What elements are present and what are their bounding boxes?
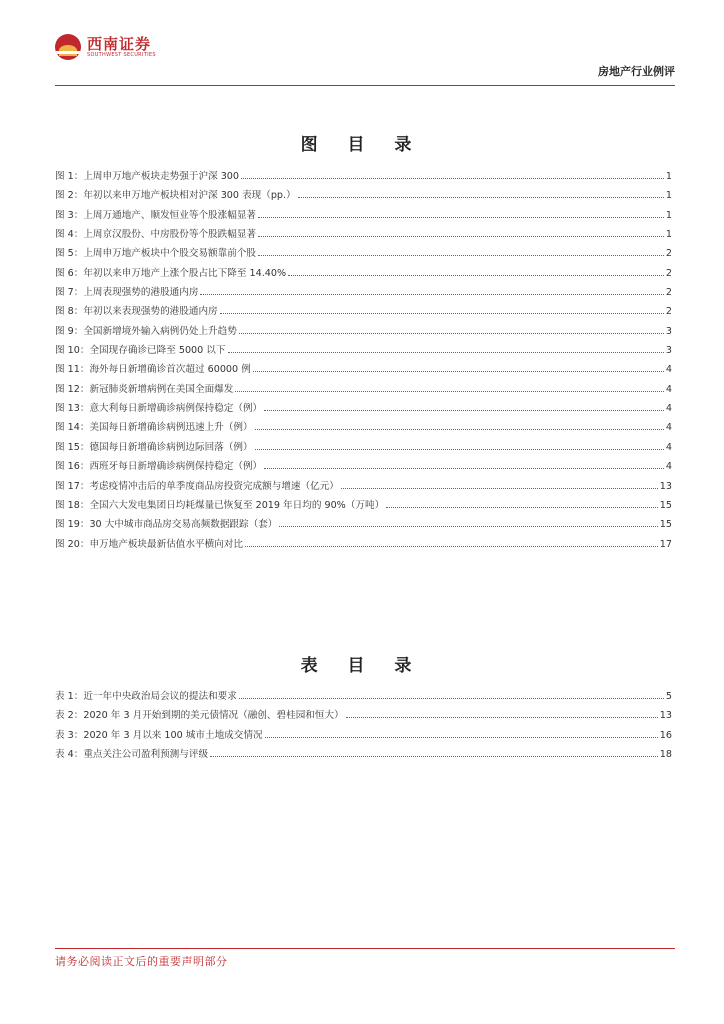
toc-leader-dots [258, 235, 664, 237]
toc-entry-page: 1 [665, 190, 672, 202]
toc-leader-dots [298, 196, 664, 198]
toc-entry[interactable] [55, 226, 672, 245]
toc-leader-dots [235, 390, 664, 392]
toc-entry-page: 4 [665, 441, 672, 453]
toc-leader-dots [239, 697, 664, 699]
toc-entry-label: 图 4：上周京汉股份、中房股份等个股跌幅显著 [55, 229, 257, 241]
toc-leader-dots [253, 370, 664, 372]
toc-entry-label: 图 9：全国新增境外输入病例仍处上升趋势 [55, 325, 237, 337]
toc-entry[interactable] [55, 478, 672, 497]
toc-leader-dots [210, 755, 658, 757]
toc-leader-dots [220, 312, 664, 314]
toc-entry[interactable] [55, 400, 672, 419]
toc-entry[interactable] [55, 323, 672, 342]
toc-entry-page: 18 [659, 749, 672, 761]
report-type: 房地产行业例评 [598, 65, 675, 78]
toc-entry-label: 图 14：美国每日新增确诊病例迅速上升（例） [55, 422, 253, 434]
toc-entry[interactable] [55, 497, 672, 516]
toc-entry[interactable] [55, 265, 672, 284]
toc-entry-label: 图 17：考虑疫情冲击后的单季度商品房投资完成额与增速（亿元） [55, 480, 339, 492]
toc-leader-dots [200, 293, 663, 295]
toc-entry-label: 图 2：年初以来申万地产板块相对沪深 300 表现（pp.） [55, 190, 296, 202]
toc-entry-page: 1 [665, 171, 672, 182]
toc-leader-dots [346, 716, 658, 718]
toc-entry-label: 图 19：30 大中城市商品房交易高频数据跟踪（套） [55, 519, 278, 531]
toc-entry-page: 13 [659, 480, 672, 492]
toc-entry-label: 图 6：年初以来申万地产上涨个股占比下降至 14.40% [55, 267, 287, 279]
toc-leader-dots [288, 274, 664, 276]
toc-entry[interactable] [55, 439, 672, 458]
toc-entry-label: 图 12：新冠肺炎新增病例在美国全面爆发 [55, 383, 234, 395]
toc-entry-label: 图 11：海外每日新增确诊首次超过 60000 例 [55, 364, 251, 376]
toc-entry-label: 表 1：近一年中央政治局会议的提法和要求 [55, 691, 237, 702]
footer-divider [55, 948, 675, 949]
toc-leader-dots [241, 177, 664, 179]
logo-name-cn: 西南证券 [87, 34, 152, 53]
toc-entry-label: 表 3：2020 年 3 月以来 100 城市土地成交情况 [55, 729, 263, 741]
toc-entry-label: 图 8：年初以来表现强势的港股通内房 [55, 306, 218, 318]
toc-entry-label: 图 3：上周万通地产、顺发恒业等个股涨幅显著 [55, 209, 257, 221]
table-toc-title: 表 目 录 [300, 656, 424, 676]
toc-entry-page: 17 [659, 538, 672, 550]
toc-entry-label: 图 10：全国现存确诊已降至 5000 以下 [55, 345, 226, 357]
toc-entry-label: 图 15：德国每日新增确诊病例边际回落（例） [55, 441, 253, 453]
toc-leader-dots [341, 487, 658, 489]
toc-entry-label: 图 5：上周申万地产板块中个股交易额靠前个股 [55, 248, 257, 260]
toc-entry-page: 2 [665, 267, 672, 279]
logo-name-en: SOUTHWEST SECURITIES [87, 51, 156, 58]
toc-entry-page: 16 [659, 729, 672, 741]
toc-leader-dots [386, 506, 658, 508]
page-header [55, 30, 675, 84]
toc-entry[interactable] [55, 381, 672, 400]
toc-entry-label: 表 4：重点关注公司盈利预测与评级 [55, 749, 209, 761]
toc-entry[interactable] [55, 727, 672, 746]
toc-leader-dots [239, 332, 664, 334]
toc-entry-label: 表 2：2020 年 3 月开始到期的美元债情况（融创、碧桂园和恒大） [55, 710, 344, 722]
toc-entry-page: 15 [659, 499, 672, 511]
toc-entry[interactable] [55, 245, 672, 264]
toc-entry-page: 4 [665, 403, 672, 415]
toc-entry-label: 图 16：西班牙每日新增确诊病例保持稳定（例） [55, 461, 263, 473]
toc-entry[interactable] [55, 688, 672, 707]
toc-entry-page: 5 [665, 691, 672, 702]
toc-entry[interactable] [55, 516, 672, 535]
company-logo [55, 34, 156, 60]
toc-leader-dots [279, 525, 657, 527]
toc-leader-dots [245, 545, 658, 547]
toc-entry-label: 图 13：意大利每日新增确诊病例保持稳定（例） [55, 403, 263, 415]
toc-entry-page: 3 [665, 325, 672, 337]
logo-icon [55, 34, 81, 60]
toc-entry-page: 2 [665, 248, 672, 260]
toc-leader-dots [264, 467, 664, 469]
toc-leader-dots [258, 216, 664, 218]
toc-entry-page: 2 [665, 287, 672, 299]
toc-entry-page: 13 [659, 710, 672, 722]
toc-entry[interactable] [55, 342, 672, 361]
toc-entry[interactable] [55, 207, 672, 226]
toc-entry[interactable] [55, 536, 672, 555]
toc-entry[interactable] [55, 707, 672, 726]
toc-leader-dots [255, 448, 664, 450]
toc-entry-page: 4 [665, 422, 672, 434]
toc-leader-dots [265, 736, 658, 738]
toc-entry-page: 15 [659, 519, 672, 531]
toc-entry-page: 3 [665, 345, 672, 357]
toc-entry[interactable] [55, 168, 672, 187]
toc-entry-page: 4 [665, 461, 672, 473]
table-toc-list [55, 688, 672, 765]
toc-entry-label: 图 18：全国六大发电集团日均耗煤量已恢复至 2019 年日均的 90%（万吨） [55, 499, 385, 511]
toc-entry-label: 图 7：上周表现强势的港股通内房 [55, 287, 199, 299]
toc-entry-page: 4 [665, 383, 672, 395]
toc-entry[interactable] [55, 361, 672, 380]
toc-leader-dots [228, 351, 664, 353]
toc-entry-page: 1 [665, 229, 672, 241]
toc-leader-dots [258, 254, 664, 256]
toc-entry[interactable] [55, 303, 672, 322]
toc-leader-dots [264, 409, 664, 411]
toc-entry-page: 2 [665, 306, 672, 318]
figure-toc-list [55, 168, 672, 555]
toc-entry-label: 图 1：上周申万地产板块走势强于沪深 300 [55, 171, 240, 182]
header-divider [55, 85, 675, 86]
toc-entry[interactable] [55, 458, 672, 477]
toc-entry[interactable] [55, 187, 672, 206]
toc-entry[interactable] [55, 419, 672, 438]
footer-disclaimer: 请务必阅读正文后的重要声明部分 [55, 955, 228, 968]
toc-entry[interactable] [55, 746, 672, 765]
toc-entry-label: 图 20：申万地产板块最新估值水平横向对比 [55, 538, 243, 550]
toc-entry[interactable] [55, 284, 672, 303]
figure-toc-title: 图 目 录 [300, 135, 424, 155]
toc-entry-page: 1 [665, 209, 672, 221]
toc-entry-page: 4 [665, 364, 672, 376]
toc-leader-dots [255, 428, 664, 430]
